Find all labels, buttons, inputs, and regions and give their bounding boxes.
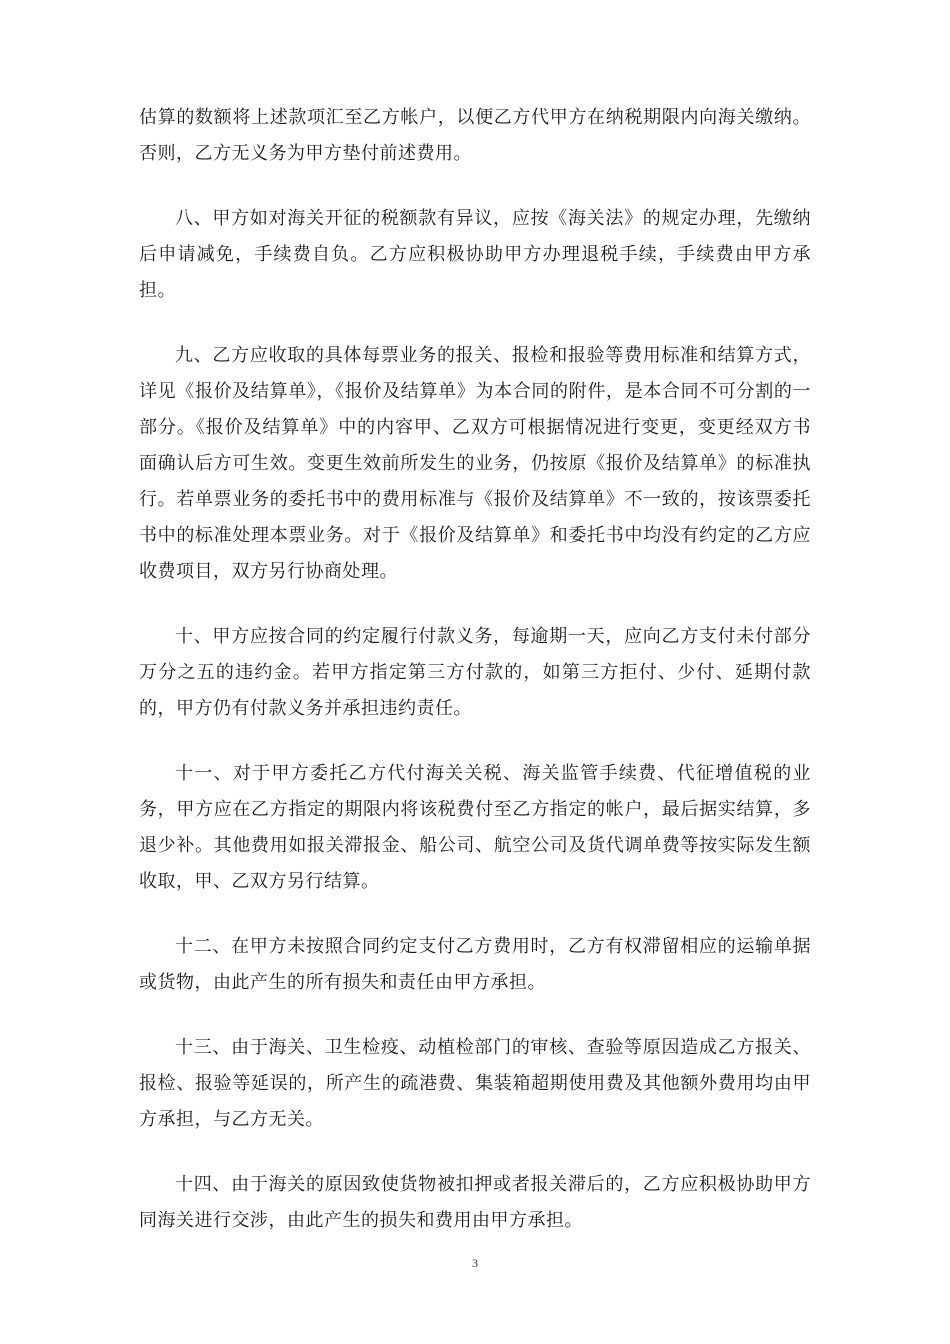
clause-9: 九、乙方应收取的具体每票业务的报关、报检和报验等费用标准和结算方式，详见《报价及结算单》，《报价及结算单》为本合同的附件，是本合同不可分割的一部分。《报价及结算单》中的内容甲、乙双方可根据情况进行变更，变更经双方书面确认后方可生效。变更生效前所发生的业务，仍按原《报价及结算单》的标准执行。若单票业务的委托书中的费用标准与《报价及结算单》不一致的，按该票委托书中的标准处理本票业务。对于《报价及结算单》和委托书中均没有约定的乙方应收费项目，双方另行协商处理。	[139, 345, 811, 582]
clause-10: 十、甲方应按合同的约定履行付款义务，每逾期一天，应向乙方支付未付部分万分之五的违约金。若甲方指定第三方付款的，如第三方拒付、少付、延期付款的，甲方仍有付款义务并承担违约责任。	[139, 626, 811, 719]
clause-11: 十一、对于甲方委托乙方代付海关关税、海关监管手续费、代征增值税的业务，甲方应在乙方指定的期限内将该税费付至乙方指定的帐户，最后据实结算，多退少补。其他费用如报关滞报金、船公司、航空公司及货代调单费等按实际发生额收取，甲、乙双方另行结算。	[139, 763, 811, 892]
paragraph-continued: 估算的数额将上述款项汇至乙方帐户，以便乙方代甲方在纳税期限内向海关缴纳。否则，乙方无义务为甲方垫付前述费用。	[139, 107, 811, 164]
clause-8: 八、甲方如对海关开征的税额款有异议，应按《海关法》的规定办理，先缴纳后申请减免，手续费自负。乙方应积极协助甲方办理退税手续，手续费由甲方承担。	[139, 208, 811, 301]
page-content	[139, 100, 811, 1268]
clause-14: 十四、由于海关的原因致使货物被扣押或者报关滞后的，乙方应积极协助甲方同海关进行交涉，由此产生的损失和费用由甲方承担。	[139, 1174, 811, 1231]
clause-13: 十三、由于海关、卫生检疫、动植检部门的审核、查验等原因造成乙方报关、报检、报验等延误的，所产生的疏港费、集装箱超期使用费及其他额外费用均由甲方承担，与乙方无关。	[139, 1037, 811, 1130]
page-number: 3	[472, 1256, 478, 1270]
clause-12: 十二、在甲方未按照合同约定支付乙方费用时，乙方有权滞留相应的运输单据或货物，由此产生的所有损失和责任由甲方承担。	[139, 936, 811, 993]
